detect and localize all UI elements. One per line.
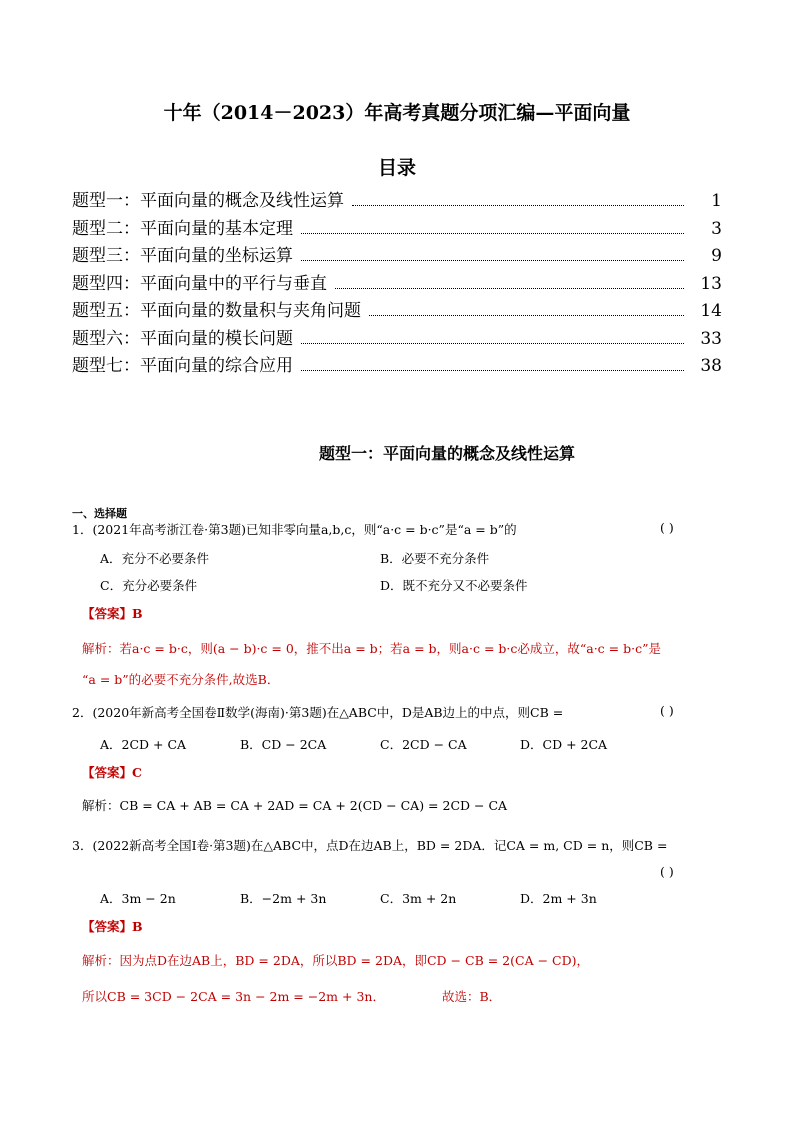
toc-entry[interactable] [72, 351, 722, 379]
question-2-stem: 2．(2020年新高考全国卷Ⅱ数学(海南)·第3题)在△ABC中，D是AB边上的中点，则CB = [72, 705, 564, 720]
question-3-conclusion: 故选：B． [442, 989, 502, 1004]
question-3-option-b: B．−2m + 3n [240, 891, 327, 906]
question-3-explanation-line-1: 解析：因为点D在边AB上，BD = 2DA，所以BD = 2DA，即CD − CB = 2(CA − CD)， [82, 953, 589, 968]
toc-entry-label: 题型五：平面向量的数量积与夹角问题 [72, 301, 361, 321]
toc-leader-dots [301, 233, 684, 234]
question-2-answer: 【答案】C [82, 765, 142, 780]
question-3-option-a: A．3m − 2n [100, 891, 176, 906]
toc-leader-dots [352, 205, 684, 206]
question-1-option-d: D．既不充分又不必要条件 [380, 578, 528, 593]
toc-entry[interactable] [72, 296, 722, 324]
toc-entry[interactable] [72, 241, 722, 269]
question-2-option-b: B．CD − 2CA [240, 737, 327, 752]
toc-entry[interactable] [72, 324, 722, 352]
question-2-answer-blank: ( ) [660, 703, 674, 718]
toc-entry-label: 题型一：平面向量的概念及线性运算 [72, 191, 344, 211]
toc-heading: 目录 [377, 157, 416, 179]
question-1-option-c: C．充分必要条件 [100, 578, 198, 593]
toc-entry-page: 3 [711, 218, 722, 239]
toc-entry-page: 1 [711, 191, 722, 211]
question-1-answer-blank: ( ) [660, 520, 674, 535]
question-1-stem: 1．(2021年高考浙江卷·第3题)已知非零向量a,b,c，则“a·c = b·c”是“a = b”的 [72, 522, 517, 537]
question-3-option-c: C．3m + 2n [380, 891, 457, 906]
toc-leader-dots [369, 315, 684, 316]
document-title: 十年（2014－2023）年高考真题分项汇编—平面向量 [163, 102, 631, 124]
toc-entry[interactable] [72, 186, 722, 214]
toc-entry-page: 33 [700, 328, 722, 349]
toc-entry[interactable] [72, 269, 722, 297]
question-2-option-d: D．CD + 2CA [520, 737, 608, 752]
toc-entry-label: 题型四：平面向量中的平行与垂直 [72, 273, 327, 294]
toc-leader-dots [301, 260, 684, 261]
category-label: 一、选择题 [72, 507, 127, 520]
question-1-answer: 【答案】B [82, 606, 143, 621]
toc-entry[interactable] [72, 214, 722, 242]
toc-entry-page: 13 [700, 273, 722, 294]
toc-leader-dots [335, 288, 684, 289]
toc-entry-page: 38 [700, 356, 722, 376]
toc-entry-page: 9 [711, 246, 722, 266]
question-2-option-a: A．2CD + CA [100, 737, 187, 752]
question-3-option-d: D．2m + 3n [520, 891, 597, 906]
question-1-option-b: B．必要不充分条件 [380, 551, 490, 566]
toc-entry-label: 题型七：平面向量的综合应用 [72, 356, 293, 376]
toc-entry-label: 题型六：平面向量的模长问题 [72, 328, 293, 349]
toc-leader-dots [301, 343, 684, 344]
table-of-contents [72, 186, 722, 379]
toc-entry-label: 题型三：平面向量的坐标运算 [72, 246, 293, 266]
question-3-stem: 3．(2022新高考全国Ⅰ卷·第3题)在△ABC中，点D在边AB上，BD = 2DA．记CA = m, CD = n，则CB = [72, 838, 668, 853]
toc-leader-dots [301, 370, 684, 371]
question-2-explanation: 解析：CB = CA + AB = CA + 2AD = CA + 2(CD − CA) = 2CD − CA [82, 798, 508, 813]
question-3-explanation-line-2: 所以CB = 3CD − 2CA = 3n − 2m = −2m + 3n． [82, 989, 385, 1004]
section-title: 题型一：平面向量的概念及线性运算 [318, 444, 575, 463]
question-3-answer: 【答案】B [82, 919, 143, 934]
question-1-explanation-line-2: “a = b”的必要不充分条件,故选B． [82, 672, 280, 687]
toc-entry-page: 14 [700, 301, 722, 321]
question-1-explanation-line-1: 解析：若a·c = b·c，则(a − b)·c = 0，推不出a = b；若a = b，则a·c = b·c必成立，故“a·c = b·c”是 [82, 641, 661, 656]
question-1-option-a: A．充分不必要条件 [100, 551, 210, 566]
toc-entry-label: 题型二：平面向量的基本定理 [72, 218, 293, 239]
question-3-answer-blank: ( ) [660, 864, 674, 879]
question-2-option-c: C．2CD − CA [380, 737, 467, 752]
